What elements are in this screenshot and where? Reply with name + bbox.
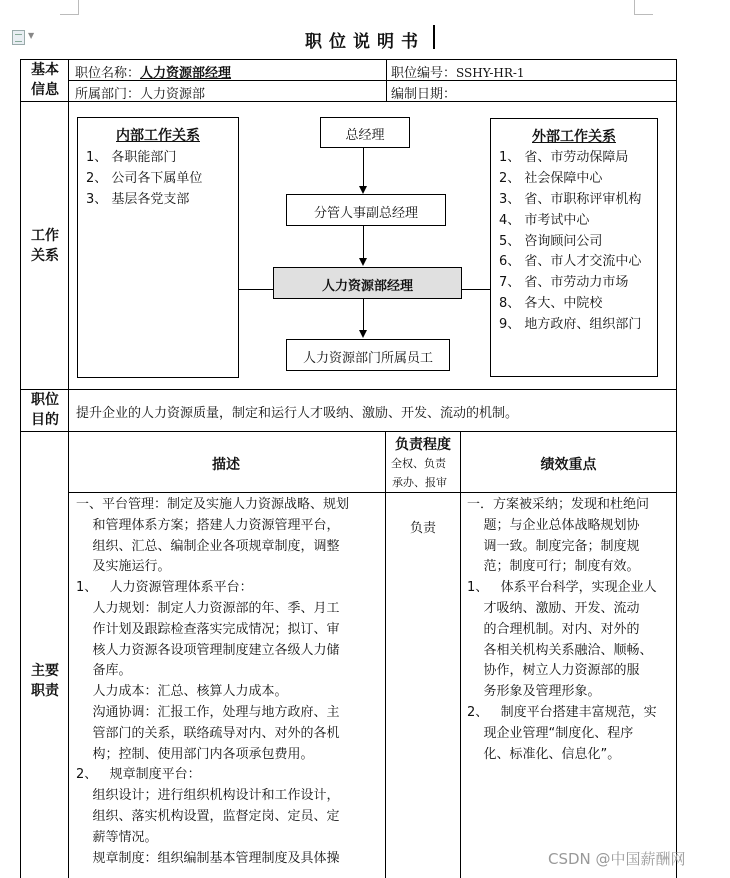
description-line: 组织、落实机构设置，监督定岗、定员、定 <box>76 808 340 824</box>
crop-mark-left <box>60 0 79 15</box>
internal-relations-title: 内部工作关系 <box>116 128 200 144</box>
document-title: 职位说明书 <box>305 32 425 52</box>
external-connector <box>461 289 490 290</box>
internal-item: 2、 公司各下属单位 <box>86 171 203 186</box>
kpi-line: 协作，树立人力资源部的服 <box>467 663 640 679</box>
chain-box-hr-manager <box>273 267 462 299</box>
chain-center-label: 人力资源部经理 <box>321 279 413 294</box>
kpi-line: 一．方案被采纳；发现和杜绝问 <box>467 497 650 512</box>
purpose-text: 提升企业的人力资源质量，制定和运行人才吸纳、激励、开发、流动的机制。 <box>76 406 519 421</box>
description-column <box>76 495 349 869</box>
kpi-line: 各相关机构关系融洽、顺畅、 <box>467 642 653 658</box>
description-line: 管部门的关系，联络疏导对内、对外的各机 <box>76 725 340 741</box>
description-line: 备库。 <box>76 663 132 679</box>
responsibility-value: 负责 <box>409 521 436 536</box>
kpi-line: 才吸纳、激励、开发、流动 <box>467 600 640 616</box>
dropdown-caret-icon[interactable]: ▼ <box>28 31 35 40</box>
kpi-line: 现企业管理“制度化、程序 <box>467 725 634 741</box>
work-relations-label: 工作 关系 <box>31 228 59 264</box>
description-line: 一、平台管理：制定及实施人力资源战略、规划 <box>76 497 350 512</box>
position-name-value: 人力资源部经理 <box>140 66 232 81</box>
chain-bottom-label: 人力资源部门所属员工 <box>302 351 433 366</box>
description-line: 作计划及跟踪检查落实完成情况；拟订、审 <box>76 621 340 637</box>
kpi-line: 调一致。制度完备；制度规 <box>467 538 640 554</box>
chain-connector <box>363 298 364 332</box>
crop-mark-right <box>634 0 653 15</box>
chain-box-staff <box>286 339 450 371</box>
description-line: 薪等情况。 <box>76 829 158 845</box>
position-code-row <box>391 62 525 81</box>
position-name-row <box>75 62 231 81</box>
department-field: 所属部门：人力资源部 <box>75 87 206 102</box>
description-line: 组织设计；进行组织机构设计和工作设计， <box>76 788 340 804</box>
external-item: 5、 咨询顾问公司 <box>499 234 603 249</box>
header-description: 描述 <box>212 457 240 473</box>
external-item: 4、 市考试中心 <box>499 213 590 228</box>
position-code-label: 职位编号： <box>391 66 457 81</box>
position-name-label: 职位名称： <box>75 66 141 81</box>
kpi-line: 2、 制度平台搭建丰富规范，实 <box>467 704 657 720</box>
header-responsibility-sub1: 全权、负责 <box>391 457 446 470</box>
chain-top-label: 总经理 <box>345 128 385 143</box>
description-line: 2、 规章制度平台： <box>76 767 201 783</box>
description-line: 及实施运行。 <box>76 559 171 575</box>
position-code-value: SSHY-HR-1 <box>456 66 525 80</box>
external-item: 3、 省、市职称评审机构 <box>499 192 642 207</box>
external-item: 7、 省、市劳动力市场 <box>499 275 629 290</box>
external-relations-box <box>490 118 658 377</box>
external-item: 2、 社会保障中心 <box>499 171 603 186</box>
arrow-down-icon <box>359 330 367 338</box>
chain-connector <box>363 147 364 188</box>
arrow-down-icon <box>359 258 367 266</box>
external-item: 1、 省、市劳动保障局 <box>499 150 629 165</box>
description-line: 构；控制、使用部门内各项承包费用。 <box>76 746 314 762</box>
description-line: 规章制度：组织编制基本管理制度及具体操 <box>76 850 340 866</box>
internal-item: 3、 基层各党支部 <box>86 192 190 207</box>
description-line: 1、 人力资源管理体系平台： <box>76 580 253 596</box>
date-field: 编制日期： <box>391 87 457 102</box>
chain-second-label: 分管人事副总经理 <box>313 206 418 221</box>
kpi-line: 题；与企业总体战略规划协 <box>467 517 640 533</box>
kpi-column <box>467 495 657 765</box>
chain-box-general-manager <box>320 117 410 148</box>
external-item: 8、 各大、中院校 <box>499 296 603 311</box>
internal-item: 1、 各职能部门 <box>86 150 177 165</box>
description-line: 沟通协调：汇报工作，处理与地方政府、主 <box>76 704 340 720</box>
arrow-down-icon <box>359 186 367 194</box>
kpi-line: 化、标准化、信息化”。 <box>467 746 621 762</box>
chain-connector <box>363 225 364 260</box>
description-line: 核人力资源各设项管理制度建立各级人力储 <box>76 642 340 658</box>
chain-box-deputy <box>286 194 446 226</box>
basic-info-label: 基本 信息 <box>31 62 59 98</box>
purpose-label: 职位 目的 <box>31 392 59 428</box>
external-item: 6、 省、市人才交流中心 <box>499 254 642 269</box>
description-line: 和管理体系方案；搭建人力资源管理平台， <box>76 517 340 533</box>
kpi-line: 的合理机制。对内、对外的 <box>467 621 640 637</box>
text-cursor <box>433 25 435 49</box>
external-relations-title: 外部工作关系 <box>532 129 616 145</box>
kpi-line: 1、 体系平台科学，实现企业人 <box>467 580 657 596</box>
kpi-line: 务形象及管理形象。 <box>467 684 601 700</box>
description-line: 组织、汇总、编制企业各项规章制度，调整 <box>76 538 340 554</box>
duties-label: 主要 职责 <box>31 663 59 699</box>
header-kpi: 绩效重点 <box>540 457 597 473</box>
internal-relations-box <box>77 117 239 378</box>
external-item: 9、 地方政府、组织部门 <box>499 317 642 332</box>
header-responsibility: 负责程度 <box>395 437 451 453</box>
description-line: 人力成本：汇总、核算人力成本。 <box>76 684 288 700</box>
watermark: CSDN @中国薪酬网 <box>548 850 686 868</box>
internal-connector <box>238 289 274 290</box>
header-responsibility-sub2: 承办、报审 <box>392 476 447 489</box>
description-line: 人力规划：制定人力资源部的年、季、月工 <box>76 600 340 616</box>
kpi-line: 范；制度可行；制度有效。 <box>467 559 640 575</box>
